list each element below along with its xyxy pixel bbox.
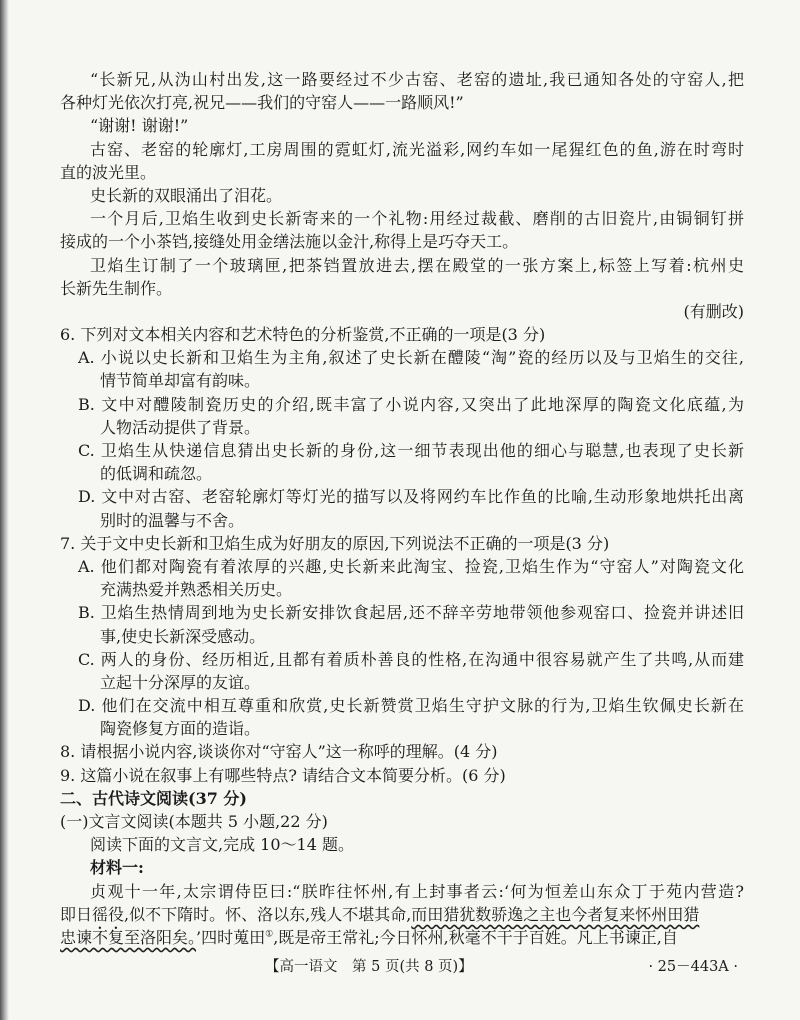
passage-text: 即日 (60, 904, 93, 924)
q7-option-d-cont: 陶瓷修复方面的造诣。 (100, 719, 261, 739)
question-8: 8. 请根据小说内容,谈谈你对“守窑人”这一称呼的理解。(4 分) (60, 742, 498, 762)
exam-code: · 25－443A · (648, 959, 738, 975)
q6-option-a: A. 小说以史长新和卫焰生为主角,叙述了史长新在醴陵“淘”瓷的经历以及与卫焰生的交往, (78, 348, 744, 368)
q6-option-b-cont: 人物活动提供了背景。 (100, 417, 261, 437)
q7-option-c: C. 两人的身份、经历相近,且都有着质朴善良的性格,在沟通中很容易就产生了共鸣,从而建 (78, 649, 744, 669)
question-6-stem: 6. 下列对文本相关内容和艺术特色的分析鉴赏,不正确的一项是(3 分) (60, 325, 546, 345)
passage-line (60, 903, 744, 926)
exam-page (60, 68, 744, 949)
story-line: “谢谢! 谢谢!” (90, 116, 189, 136)
story-line: 各种灯光依次打亮,祝兄——我们的守窑人——一路顺风!” (60, 93, 464, 113)
subsection-title: (一)文言文阅读(本题共 5 小题,22 分) (60, 812, 328, 831)
q6-option-c-cont: 的低调和疏忽。 (100, 464, 213, 484)
passage-text: ,似不下隋时。怀、洛以东,残人不堪其命, (124, 904, 412, 924)
passage-text: ,既是帝王常礼;今日怀州,秋毫不干于百姓。凡上书谏正,自 (273, 927, 678, 947)
story-line: 长新先生制作。 (60, 278, 173, 298)
question-9: 9. 这篇小说在叙事上有哪些特点? 请结合文本简要分析。(6 分) (60, 765, 506, 785)
q7-option-b: B. 卫焰生热情周到地为史长新安排饮食起居,还不辞辛劳地带领他参观窑口、捡瓷并讲述旧 (78, 603, 744, 623)
q7-option-d: D. 他们在交流中相互尊重和欣赏,史长新赞赏卫焰生守护文脉的行为,卫焰生钦佩史长新在 (78, 696, 744, 716)
wavy-underlined-text: 而田猎犹数骄逸之主也今者复来怀州田猎 (411, 904, 700, 924)
q6-option-d-cont: 别时的温馨与不舍。 (100, 510, 245, 530)
q7-option-c-cont: 立起十分深厚的友谊。 (100, 672, 261, 692)
q7-option-a: A. 他们都对陶瓷有着浓厚的兴趣,史长新来此淘宝、捡瓷,卫焰生作为“守窑人”对陶瓷文化 (78, 556, 744, 576)
story-line: 一个月后,卫焰生收到史长新寄来的一个礼物:用经过裁截、磨削的古旧瓷片,由锔铜钉拼 (90, 209, 744, 229)
q7-option-a-cont: 充满热爱并熟悉相关历史。 (100, 580, 293, 600)
story-line: 直的波光里。 (60, 162, 157, 182)
footnote-marker: ① (265, 929, 274, 940)
reading-instruction: 阅读下面的文言文,完成 10～14 题。 (90, 835, 354, 855)
q6-option-a-cont: 情节简单却富有韵味。 (100, 371, 261, 391)
q6-option-c: C. 卫焰生从快递信息猜出史长新的身份,这一细节表现出他的细心与聪慧,也表现了史长新 (78, 441, 744, 460)
story-line: 史长新的双眼涌出了泪花。 (90, 185, 283, 205)
q7-option-b-cont: 事,使史长新深受感动。 (100, 626, 266, 646)
question-7-stem: 7. 关于文中史长新和卫焰生成为好朋友的原因,下列说法不正确的一项是(3 分) (60, 533, 610, 553)
section-2-title: 二、古代诗文阅读(37 分) (60, 788, 247, 808)
wavy-underlined-text: 忠谏不复至洛阳矣。 (60, 927, 197, 947)
story-line: 古窑、老窑的轮廓灯,工房周围的霓虹灯,流光溢彩,网约车如一尾猩红色的鱼,游在时弯时 (90, 139, 744, 159)
story-line: “长新兄,从沩山村出发,这一路要经过不少古窑、老窑的遗址,我已通知各处的守窑人,把 (90, 70, 744, 89)
passage-line (60, 926, 744, 949)
passage-line: 贞观十一年,太宗谓侍臣曰:“朕昨往怀州,有上封事者云:‘何为恒差山东众丁于苑内营造? (90, 881, 744, 901)
q6-option-d: D. 文中对古窑、老窑轮廓灯等灯光的描写以及将网约车比作鱼的比喻,生动形象地烘托出离 (78, 487, 744, 507)
story-line: 卫焰生订制了一个玻璃匣,把茶铛置放进去,摆在殿堂的一张方案上,标签上写着:杭州史 (90, 255, 744, 275)
story-line: 接成的一个小茶铛,接缝处用金缮法施以金汁,称得上是巧夺天工。 (60, 232, 519, 252)
q6-option-b: B. 文中对醴陵制瓷历史的介绍,既丰富了小说内容,又突出了此地深厚的陶瓷文化底蕴,为 (78, 394, 744, 414)
page-label: 【高一语文 第 5 页(共 8 页)】 (265, 959, 473, 975)
scan-edge-shadow (0, 0, 9, 1020)
emphasis-dotted-text: 徭役 (92, 904, 125, 924)
source-note: (有删改) (683, 301, 744, 321)
material-label: 材料一: (90, 858, 144, 878)
passage-text: ’四时蒐田 (196, 927, 266, 947)
